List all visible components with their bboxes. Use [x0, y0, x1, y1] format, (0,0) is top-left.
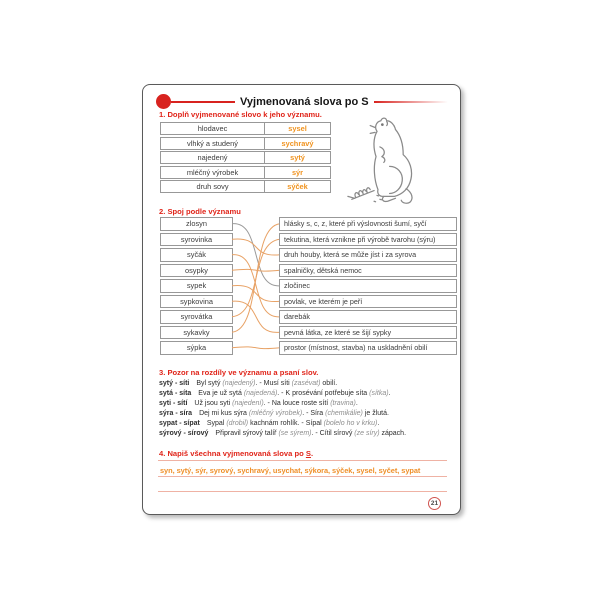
sentence-text: . - Na louce roste sítí — [263, 400, 331, 407]
sentence-text: obilí. — [320, 380, 338, 387]
answer-cell: sýček — [264, 180, 331, 193]
word-pair: sytý - síti — [159, 380, 190, 387]
word-pair: sytá - síta — [159, 390, 192, 397]
exercise1-heading: 1. Doplň vyjmenované slovo k jeho významu. — [159, 110, 322, 119]
list-item: osypky — [160, 264, 233, 278]
sentence-text: Už jsou syti — [194, 400, 233, 407]
clue-cell: druh sovy — [160, 180, 265, 193]
table-row — [160, 151, 331, 164]
sentence-text: . - K prosévání potřebuje síta — [277, 390, 370, 397]
sentence-text: (drobil) — [226, 420, 249, 427]
list-item: hlásky s, c, z, které při výslovnosti šumí, syčí — [279, 217, 457, 231]
exercise4-heading-suffix: . — [310, 449, 314, 458]
list-item: spalničky, dětská nemoc — [279, 264, 457, 278]
sentence-text: . — [355, 400, 358, 407]
table-row — [160, 137, 331, 150]
exercise2-right-column — [279, 217, 457, 355]
match-line — [232, 347, 280, 349]
sentence-text: Sypal — [206, 420, 227, 427]
table-row — [160, 166, 331, 179]
exercise4-answer: syn, sytý, sýr, syrový, sychravý, usychat, sýkora, sýček, sysel, syčet, sypat — [160, 466, 421, 475]
writing-line-1 — [158, 460, 447, 461]
answer-cell: sytý — [264, 151, 331, 164]
sentence-text: (bolelo ho v krku) — [323, 420, 378, 427]
page-number-badge: 21 — [428, 497, 441, 510]
sentence-text: . — [377, 420, 380, 427]
list-item: povlak, ve kterém je peří — [279, 295, 457, 309]
clue-cell: hlodavec — [160, 122, 265, 135]
sentence-text: (travina) — [330, 400, 356, 407]
list-item: druh houby, která se může jíst i za syrova — [279, 248, 457, 262]
worksheet-page — [142, 84, 461, 515]
list-item: sýpka — [160, 341, 233, 355]
sentence-line — [159, 409, 451, 419]
red-dot-icon — [156, 94, 171, 109]
sentence-text: . - Musí síti — [255, 380, 292, 387]
sentence-text: (chemikálie) — [325, 410, 363, 417]
list-item: darebák — [279, 310, 457, 324]
sentence-text: Byl sytý — [196, 380, 223, 387]
list-item: syčák — [160, 248, 233, 262]
title-rule-left — [171, 101, 235, 103]
exercise4-heading-underlined-letter: S — [305, 449, 311, 458]
sentence-text: . — [388, 390, 391, 397]
word-pair: sýra - síra — [159, 410, 193, 417]
list-item: sykavky — [160, 326, 233, 340]
sentence-line — [159, 379, 451, 389]
answer-cell: sysel — [264, 122, 331, 135]
exercise4-heading-prefix: 4. Napiš všechna vyjmenovaná slova po — [159, 449, 306, 458]
list-item: zločinec — [279, 279, 457, 293]
word-pair: sýrový - sírový — [159, 430, 209, 437]
match-line — [232, 285, 280, 301]
sentence-text: Dej mi kus sýra — [199, 410, 249, 417]
clue-cell: mléčný výrobek — [160, 166, 265, 179]
writing-line-3 — [158, 491, 447, 492]
sentence-text: (mléčný výrobek) — [248, 410, 303, 417]
exercise3-lines — [159, 379, 451, 439]
list-item: tekutina, která vznikne při výrobě tvarohu (sýru) — [279, 233, 457, 247]
word-pair: syti - sítí — [159, 400, 188, 407]
table-row — [160, 180, 331, 193]
exercise4-heading — [159, 449, 313, 458]
sentence-text: . - Síra — [302, 410, 326, 417]
list-item: sypkovina — [160, 295, 233, 309]
clue-cell: najedený — [160, 151, 265, 164]
ground-squirrel-illustration — [345, 112, 442, 209]
sentence-text: je žlutá. — [362, 410, 389, 417]
sentence-text: zápach. — [379, 430, 407, 437]
sentence-text: (najedený) — [222, 380, 256, 387]
title-rule-right — [374, 101, 448, 103]
sentence-line — [159, 429, 451, 439]
sentence-text: (najedená) — [243, 390, 278, 397]
exercise3-heading: 3. Pozor na rozdíly ve významu a psaní slov. — [159, 368, 319, 377]
sentence-line — [159, 399, 451, 409]
sentence-text: Připravil sýrový talíř — [215, 430, 279, 437]
sentence-text: (zasévat) — [291, 380, 321, 387]
sentence-text: Eva je už sytá — [198, 390, 244, 397]
match-line — [232, 269, 280, 271]
sentence-text: kachnám rohlík. - Sípal — [248, 420, 324, 427]
writing-line-2 — [158, 476, 447, 477]
answer-cell: sýr — [264, 166, 331, 179]
sentence-text: (ze síry) — [354, 430, 380, 437]
sentence-text: . - Cítil sírový — [311, 430, 355, 437]
exercise1-table — [160, 122, 331, 193]
answer-cell: sychravý — [264, 137, 331, 150]
sentence-line — [159, 419, 451, 429]
table-row — [160, 122, 331, 135]
page-title-bar — [143, 93, 460, 110]
sentence-text: (se sýrem) — [278, 430, 312, 437]
list-item: sypek — [160, 279, 233, 293]
exercise2-heading: 2. Spoj podle významu — [159, 207, 241, 216]
match-lines — [233, 217, 279, 357]
page-title: Vyjmenovaná slova po S — [240, 95, 369, 108]
word-pair: sypat - sípat — [159, 420, 200, 427]
list-item: syrovátka — [160, 310, 233, 324]
exercise2-left-column — [160, 217, 233, 355]
sentence-text: (sítka) — [369, 390, 389, 397]
clue-cell: vlhký a studený — [160, 137, 265, 150]
match-line — [232, 301, 280, 332]
list-item: zlosyn — [160, 217, 233, 231]
sentence-line — [159, 389, 451, 399]
list-item: prostor (místnost, stavba) na uskladnění obilí — [279, 341, 457, 355]
sentence-text: (najedení) — [232, 400, 264, 407]
list-item: pevná látka, ze které se šijí sypky — [279, 326, 457, 340]
list-item: syrovinka — [160, 233, 233, 247]
